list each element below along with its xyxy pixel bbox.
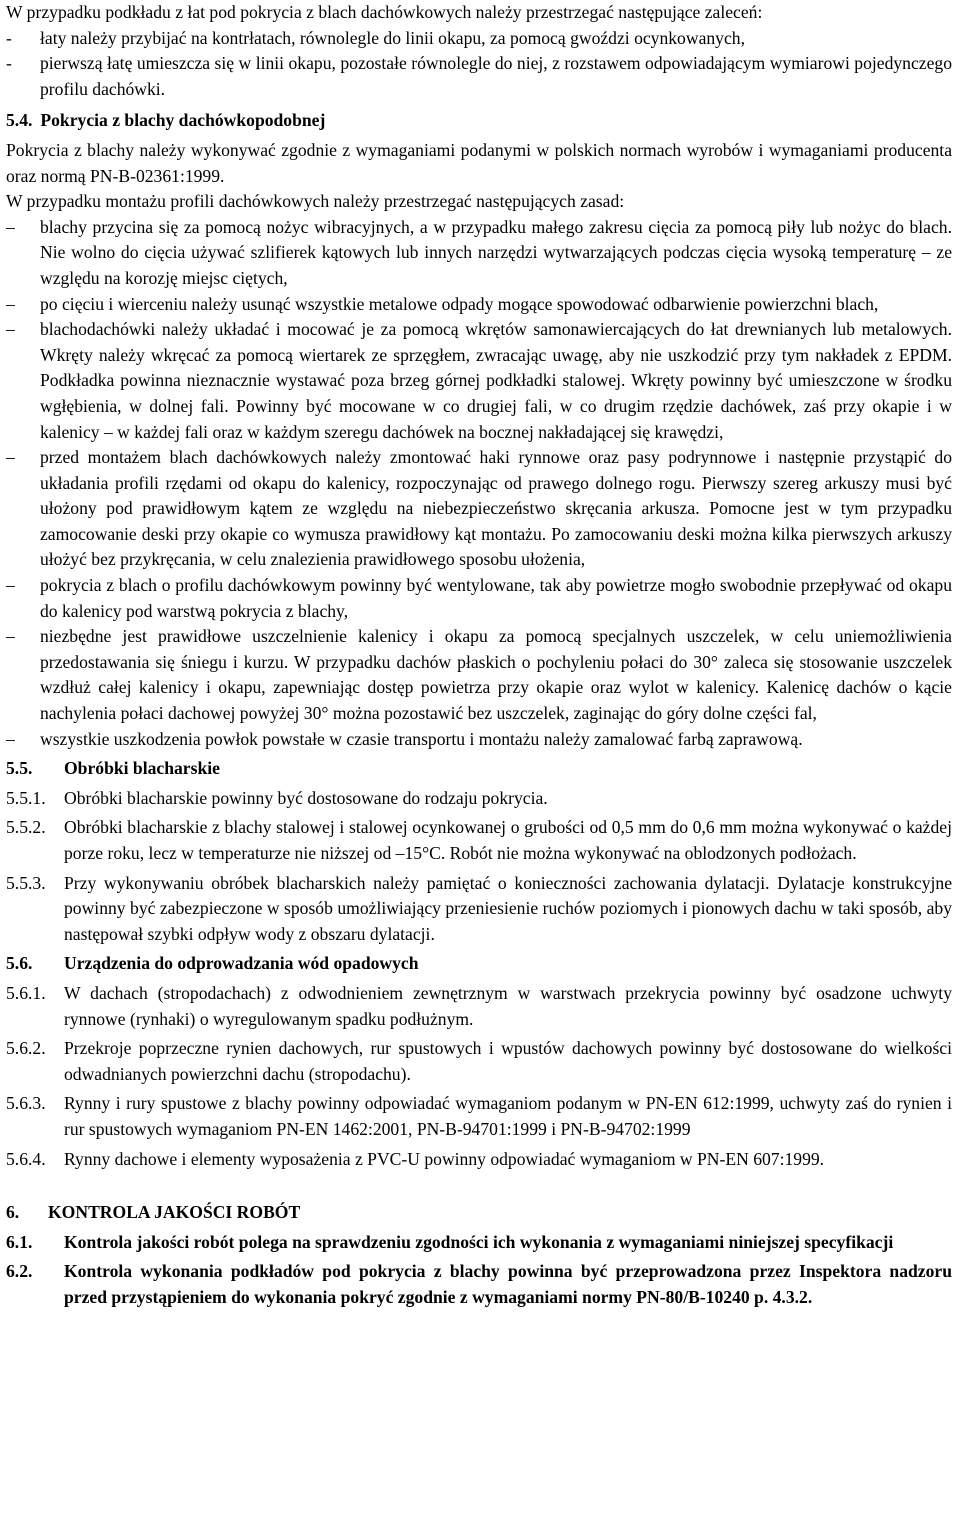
numbered-item (6, 871, 952, 948)
item-number: 5.6.2. (6, 1038, 46, 1059)
item-number: 5.5.3. (6, 872, 46, 893)
body-paragraph: Pokrycia z blachy należy wykonywać zgodnie z wymaganiami podanymi w polskich normach wyrobów i wymaganiami producenta oraz normą PN-B-02361:1999. (6, 139, 952, 186)
section-title: Pokrycia z blachy dachówkopodobnej (40, 110, 326, 131)
intro-paragraph: W przypadku podkładu z łat pod pokrycia z blach dachówkowych należy przestrzegać następujące zaleceń: (6, 2, 763, 22)
item-number: 6.1. (6, 1231, 33, 1252)
body-paragraph: W przypadku montażu profili dachówkowych należy przestrzegać następujących zasad: (6, 191, 625, 212)
numbered-item (6, 815, 952, 866)
item-text: Rynny i rury spustowe z blachy powinny odpowiadać wymaganiom podanym w PN-EN 612:1999, uchwyty zaś do rynien i rur spustowych wymaganiom PN-EN 1462:2001, PN-B-94701:1999 i PN-B-94702:1999 (64, 1093, 952, 1139)
item-text: Obróbki blacharskie z blachy stalowej i stalowej ocynkowanej o grubości od 0,5 mm do 0,6 mm można wykonywać o każdej porze roku, lecz w temperaturze nie niższej od –15°C. Robót nie można wykonywać na oblodzonych podłożach. (64, 817, 952, 863)
chapter-title: KONTROLA JAKOŚCI ROBÓT (48, 1202, 301, 1223)
chapter-number: 6. (6, 1202, 20, 1223)
item-text: Rynny dachowe i elementy wyposażenia z PVC-U powinny odpowiadać wymaganiom w PN-EN 607:1999. (64, 1148, 825, 1169)
list-item (6, 445, 952, 573)
item-number: 5.5.2. (6, 817, 46, 838)
numbered-item (6, 786, 952, 812)
list-item-text: niezbędne jest prawidłowe uszczelnienie kalenicy i okapu za pomocą specjalnych uszczelek, w celu uniemożliwienia przedostawania się śniegu i kurzu. W przypadku dachów płaskich o pochyleniu połaci do 30° zaleca się stosowanie uszczelek wzdłuż całej kalenicy i okapu, zapewniając dostęp powietrza przy okapie oraz wylot w kalenicy. Kalenicę dachów o kącie nachylenia połaci dachowej powyżej 30° można pozostawić bez uszczelek, zaginając do góry dolne części fal, (40, 626, 952, 724)
item-number: 6.2. (6, 1261, 33, 1282)
item-text: Przy wykonywaniu obróbek blacharskich należy pamiętać o konieczności zachowania dylatacji. Dylatacje konstrukcyjne powinny być zabezpieczone w sposób umożliwiający przeniesienie ruchów poziomych i pionowych dachu w taki sposób, aby następował szybki odpływ wody z obszaru dylatacji. (64, 872, 952, 944)
item-number: 5.6.4. (6, 1148, 46, 1169)
section-heading (6, 756, 952, 782)
list-item-text: po cięciu i wierceniu należy usunąć wszystkie metalowe odpady mogące spowodować odbarwienie powierzchni blach, (40, 293, 879, 314)
item-text: Obróbki blacharskie powinny być dostosowane do rodzaju pokrycia. (64, 787, 548, 808)
numbered-item (6, 1230, 952, 1256)
item-text: Przekroje poprzeczne rynien dachowych, rur spustowych i wpustów dachowych powinny być dostosowane do wielkości odwadnianych powierzchni dachu (stropodachu). (64, 1038, 952, 1084)
list-item (6, 292, 952, 318)
numbered-item (6, 1036, 952, 1087)
chapter-heading (6, 1200, 952, 1226)
item-number: 5.6.1. (6, 982, 46, 1003)
section-title: Urządzenia do odprowadzania wód opadowych (64, 953, 419, 974)
list-item-text: blachy przycina się za pomocą nożyc wibracyjnych, a w przypadku małego zakresu cięcia za pomocą piły lub nożyc do blach. Nie wolno do cięcia używać szlifierek kątowych lub innych narzędzi wytwarzających podczas cięcia wysoką temperaturę – ze względu na korozję miejsc ciętych, (40, 216, 952, 288)
list-bullet: – (6, 626, 15, 647)
list-item (6, 727, 952, 753)
list-item (6, 624, 952, 726)
list-item (6, 26, 952, 52)
list-item (6, 215, 952, 292)
section-heading (6, 108, 952, 134)
list-bullet: – (6, 728, 15, 749)
numbered-item (6, 1147, 952, 1173)
list-item-text: pierwszą łatę umieszcza się w linii okapu, pozostałe równolegle do niej, z rozstawem odpowiadającym wymiarowi pojedynczego profilu dachówki. (40, 53, 952, 99)
list-bullet: – (6, 216, 15, 237)
item-text: W dachach (stropodachach) z odwodnieniem zewnętrznym w warstwach przekrycia powinny być osadzone uchwyty rynnowe (rynhaki) o wyregulowanym spadku podłużnym. (64, 982, 952, 1029)
list-item-text: wszystkie uszkodzenia powłok powstałe w czasie transportu i montażu należy zamalować farbą zaprawową. (40, 728, 803, 749)
list-item-text: łaty należy przybijać na kontrłatach, równolegle do linii okapu, za pomocą gwoździ ocynkowanych, (40, 27, 745, 48)
section-number: 5.5. (6, 758, 33, 779)
item-number: 5.5.1. (6, 787, 46, 808)
list-item-text: pokrycia z blach o profilu dachówkowym powinny być wentylowane, tak aby powietrze mogło swobodnie przepływać od okapu do kalenicy pod warstwą pokrycia z blachy, (40, 575, 952, 621)
section-number: 5.4. (6, 110, 33, 131)
item-text: Kontrola wykonania podkładów pod pokrycia z blachy powinna być przeprowadzona przez Inspektora nadzoru przed przystąpieniem do wykonania pokryć zgodnie z wymaganiami normy PN-80/B-10240 p. 4.3.2. (64, 1261, 952, 1307)
list-bullet: - (6, 53, 12, 74)
numbered-item (6, 1259, 952, 1310)
list-item (6, 317, 952, 445)
item-number: 5.6.3. (6, 1093, 46, 1114)
section-heading (6, 951, 952, 977)
item-text: Kontrola jakości robót polega na sprawdzeniu zgodności ich wykonania z wymaganiami niniejszej specyfikacji (64, 1231, 894, 1252)
list-item-text: blachodachówki należy układać i mocować je za pomocą wkrętów samonawiercających do łat drewnianych lub metalowych. Wkręty należy wkręcać za pomocą wiertarek ze sprzęgłem, zwracając uwagę, aby nie uszkodzić przy tym nakładek z EPDM. Podkładka powinna nieznacznie wystawać poza brzeg górnej podkładki stalowej. Wkręty powinny być umieszczone w środku wgłębienia, w dolnej fali. Powinny być mocowane w co drugiej fali, w co drugim rzędzie dachówek, zaś przy okapie i w kalenicy – w każdej fali oraz w każdym szeregu dachówek na bocznej nakładającej się krawędzi, (40, 319, 952, 442)
list-item (6, 51, 952, 102)
section-title: Obróbki blacharskie (64, 758, 220, 779)
list-bullet: – (6, 447, 15, 468)
list-bullet: - (6, 27, 12, 48)
numbered-item (6, 981, 952, 1032)
list-item-text: przed montażem blach dachówkowych należy zmontować haki rynnowe oraz pasy podrynnowe i następnie przystąpić do układania profili rzędami od okapu do kalenicy, rozpoczynając od prawego dolnego rogu. Pierwszy szereg arkuszy musi być ułożony pod prawidłowym kątem ze względu na niebezpieczeństwo skręcania arkusza. Pomocne jest w tym przypadku zamocowanie deski przy okapie co wymusza prawidłowy kąt montażu. Po zamocowaniu deski można kilka pierwszych arkuszy ułożyć bez przykręcania, w celu znalezienia prawidłowego sposobu ułożenia, (40, 447, 952, 570)
list-bullet: – (6, 575, 15, 596)
list-bullet: – (6, 293, 15, 314)
list-item (6, 573, 952, 624)
section-number: 5.6. (6, 953, 33, 974)
numbered-item (6, 1091, 952, 1142)
list-bullet: – (6, 319, 15, 340)
